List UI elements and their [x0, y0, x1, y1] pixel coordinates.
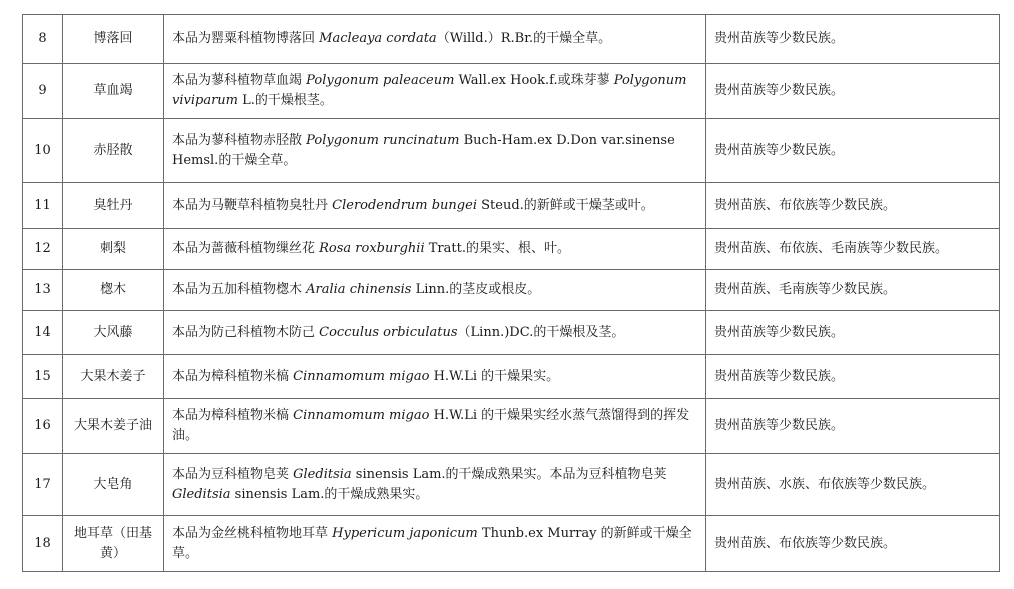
- herb-description: [164, 399, 706, 454]
- description-text: 本品为蓼科植物草血竭: [172, 73, 307, 88]
- latin-name: Cinnamomum migao: [293, 368, 430, 384]
- herb-description: [164, 15, 706, 64]
- description-text: H.W.Li 的干燥果实。: [429, 368, 560, 384]
- description-text: 本品为罂粟科植物博落回: [172, 31, 320, 46]
- table-row: [23, 454, 1000, 516]
- latin-name: Hypericum japonicum: [332, 525, 478, 541]
- herb-name: 楤木: [63, 270, 164, 311]
- table-row: [23, 183, 1000, 229]
- description-text: 本品为防己科植物木防己: [172, 324, 320, 340]
- table-row: [23, 516, 1000, 572]
- description-text: 本品为金丝桃科植物地耳草: [172, 525, 333, 541]
- ethnic-groups: 贵州苗族、水族、布依族等少数民族。: [706, 454, 1000, 516]
- description-text: L.的干燥根茎。: [238, 93, 333, 108]
- herb-name: 草血竭: [63, 64, 164, 119]
- latin-name: Rosa roxburghii: [319, 241, 425, 256]
- row-number: 12: [23, 229, 63, 270]
- row-number: 8: [23, 15, 63, 64]
- table-row: [23, 229, 1000, 270]
- herb-name: 大皂角: [63, 454, 164, 516]
- latin-name: Clerodendrum bungei: [332, 197, 477, 213]
- ethnic-groups: 贵州苗族等少数民族。: [706, 399, 1000, 454]
- herb-name: 大风藤: [63, 311, 164, 355]
- ethnic-groups: 贵州苗族、布依族、毛南族等少数民族。: [706, 229, 1000, 270]
- description-text: 本品为樟科植物米槁: [172, 408, 294, 423]
- latin-name: Gleditsia: [172, 486, 231, 502]
- description-text: Thunb.ex Murray 的新鲜或干燥全草。: [172, 525, 692, 561]
- table-row: [23, 119, 1000, 183]
- description-text: 本品为马鞭草科植物臭牡丹: [172, 197, 333, 213]
- table-row: [23, 15, 1000, 64]
- herb-name: 大果木姜子: [63, 355, 164, 399]
- latin-name: Aralia chinensis: [306, 282, 412, 297]
- latin-name: Gleditsia: [293, 466, 352, 482]
- description-text: （Willd.）R.Br.的干燥全草。: [436, 31, 612, 46]
- row-number: 16: [23, 399, 63, 454]
- herb-description: [164, 229, 706, 270]
- description-text: 本品为五加科植物楤木: [172, 282, 307, 297]
- herb-table: [22, 14, 1000, 572]
- ethnic-groups: 贵州苗族、布依族等少数民族。: [706, 516, 1000, 572]
- description-text: sinensis Lam.的干燥成熟果实。本品为豆科植物皂荚: [351, 466, 667, 482]
- table-row: [23, 355, 1000, 399]
- herb-description: [164, 311, 706, 355]
- ethnic-groups: 贵州苗族等少数民族。: [706, 311, 1000, 355]
- herb-table-body: [23, 15, 1000, 572]
- row-number: 9: [23, 64, 63, 119]
- herb-name: 刺梨: [63, 229, 164, 270]
- ethnic-groups: 贵州苗族、毛南族等少数民族。: [706, 270, 1000, 311]
- row-number: 14: [23, 311, 63, 355]
- description-text: 本品为蔷薇科植物缫丝花: [172, 241, 320, 256]
- description-text: （Linn.)DC.的干燥根及茎。: [457, 324, 625, 340]
- latin-name: Polygonum paleaceum: [306, 73, 455, 88]
- description-text: Tratt.的果实、根、叶。: [424, 241, 570, 256]
- row-number: 15: [23, 355, 63, 399]
- herb-description: [164, 270, 706, 311]
- ethnic-groups: 贵州苗族等少数民族。: [706, 15, 1000, 64]
- herb-description: [164, 454, 706, 516]
- ethnic-groups: 贵州苗族等少数民族。: [706, 64, 1000, 119]
- ethnic-groups: 贵州苗族等少数民族。: [706, 119, 1000, 183]
- row-number: 18: [23, 516, 63, 572]
- herb-description: [164, 355, 706, 399]
- description-text: Wall.ex Hook.f.或珠芽蓼: [454, 73, 614, 88]
- herb-description: [164, 183, 706, 229]
- description-text: 本品为豆科植物皂荚: [172, 466, 294, 482]
- latin-name: Cocculus orbiculatus: [319, 324, 458, 340]
- description-text: 本品为樟科植物米槁: [172, 368, 294, 384]
- description-text: H.W.Li 的干燥果实经水蒸气蒸馏得到的挥发油。: [172, 408, 690, 443]
- ethnic-groups: 贵州苗族、布依族等少数民族。: [706, 183, 1000, 229]
- description-text: Steud.的新鲜或干燥茎或叶。: [476, 197, 654, 213]
- ethnic-groups: 贵州苗族等少数民族。: [706, 355, 1000, 399]
- latin-name: Cinnamomum migao: [293, 408, 430, 423]
- row-number: 17: [23, 454, 63, 516]
- herb-description: [164, 64, 706, 119]
- table-row: [23, 270, 1000, 311]
- herb-name: 赤胫散: [63, 119, 164, 183]
- latin-name: Macleaya cordata: [319, 31, 437, 46]
- row-number: 10: [23, 119, 63, 183]
- latin-name: Polygonum viviparum: [172, 73, 687, 108]
- table-row: [23, 64, 1000, 119]
- herb-name: 博落回: [63, 15, 164, 64]
- table-row: [23, 399, 1000, 454]
- herb-table-container: [22, 14, 999, 572]
- herb-description: [164, 119, 706, 183]
- row-number: 13: [23, 270, 63, 311]
- description-text: 本品为蓼科植物赤胫散: [172, 132, 307, 148]
- description-text: sinensis Lam.的干燥成熟果实。: [230, 486, 429, 502]
- latin-name: Polygonum runcinatum: [306, 132, 460, 148]
- table-row: [23, 311, 1000, 355]
- herb-name: 大果木姜子油: [63, 399, 164, 454]
- row-number: 11: [23, 183, 63, 229]
- description-text: Linn.的茎皮或根皮。: [411, 282, 541, 297]
- description-text: Buch-Ham.ex D.Don var.sinense Hemsl.的干燥全草。: [172, 132, 675, 168]
- herb-description: [164, 516, 706, 572]
- herb-name: 地耳草（田基黄）: [63, 516, 164, 572]
- herb-name: 臭牡丹: [63, 183, 164, 229]
